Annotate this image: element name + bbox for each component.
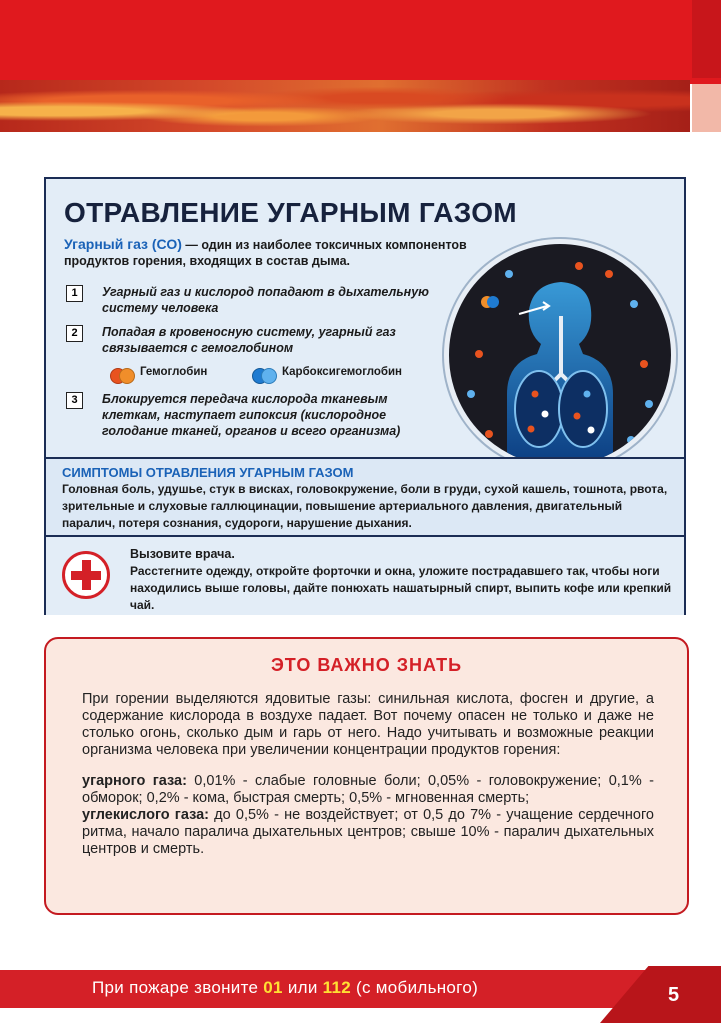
fire-image-strip: [0, 80, 690, 132]
red-cross-icon: [62, 551, 110, 599]
step-text: Блокируется передача кислорода тканевым клеткам, наступает гипоксия (кислородное голодание тканей, органов и всего организма): [102, 392, 401, 438]
footer-suffix: (с мобильного): [350, 978, 479, 997]
page-footer: [0, 966, 721, 1023]
first-aid-title: Вызовите врача.: [130, 547, 235, 561]
co-poisoning-infobox: [44, 177, 686, 615]
symptoms-text: Головная боль, удушье, стук в висках, головокружение, боли в груди, сухой кашель, тошнота, рвота, зрительные и слуховые галлюцинации, повышение артериального давления, двигательный паралич, потеря сознания, судороги, нарушение дыхания.: [62, 482, 668, 530]
phone-number-112: 112: [322, 978, 351, 997]
step-number: 1: [66, 285, 83, 302]
red-cell-icon: [119, 368, 135, 384]
step-number: 3: [66, 392, 83, 409]
important-co-levels: [82, 773, 654, 807]
important-co2-levels: [82, 807, 654, 858]
legend-label: Гемоглобин: [140, 366, 208, 378]
important-paragraph: При горении выделяются ядовитые газы: синильная кислота, фосген и другие, а содержание кислорода в воздухе падает. Вот почему опасен не только и даже не столько огонь, сколько дым и гарь от него. Надо учитывать и возможные реакции организма человека при увеличении концентрации продуктов горения:: [82, 691, 654, 758]
symptoms-title: СИМПТОМЫ ОТРАВЛЕНИЯ УГАРНЫМ ГАЗОМ: [62, 465, 354, 480]
important-text: [82, 691, 654, 858]
important-title: ЭТО ВАЖНО ЗНАТЬ: [270, 655, 463, 675]
footer-middle: или: [282, 978, 323, 997]
first-aid-text: Расстегните одежду, откройте форточки и окна, уложите пострадавшего так, чтобы ноги находились выше головы, дайте понюхать нашатырный спирт, выпить кофе или крепкий чай.: [130, 564, 672, 612]
important-to-know-box: [44, 637, 689, 915]
top-banner: [0, 0, 721, 84]
co2-text: до 0,5% - не воздействует; от 0,5 до 7% - учащение сердечного ритма, начало паралича дыхательных центров; свыше 10% - паралич дыхательных центров и смерть.: [82, 807, 654, 857]
first-aid-section: [46, 535, 684, 615]
step-text: Попадая в кровеносную систему, угарный газ связывается с гемоглобином: [102, 325, 396, 355]
infobox-title: ОТРАВЛЕНИЕ УГАРНЫМ ГАЗОМ: [64, 197, 517, 228]
step-number: 2: [66, 325, 83, 342]
fire-strip-corner: [692, 84, 721, 132]
footer-prefix: При пожаре звоните: [92, 978, 264, 997]
intro-rest: — один из наиболее токсичных компонентов продуктов горения, входящих в состав дыма.: [64, 238, 467, 268]
top-banner-corner: [692, 0, 721, 78]
phone-number-01: 01: [263, 978, 283, 997]
lungs-figure-icon: [449, 244, 671, 466]
blue-cell-icon: [261, 368, 277, 384]
legend-label: Карбоксигемоглобин: [282, 366, 402, 378]
respiratory-illustration: [444, 239, 676, 471]
co2-label: углекислого газа:: [82, 807, 210, 823]
emergency-phone-line: [92, 978, 478, 998]
symptoms-section: [46, 457, 684, 535]
page-number: 5: [668, 984, 680, 1006]
intro-highlight: Угарный газ (СО): [64, 236, 182, 252]
infobox-intro: [64, 236, 469, 269]
co-label: угарного газа:: [82, 773, 187, 789]
step-text: Угарный газ и кислород попадают в дыхательную систему человека: [102, 285, 429, 315]
co-text: 0,01% - слабые головные боли; 0,05% - головокружение; 0,1% - обморок; 0,2% - кома, быстрая смерть; 0,5% - мгновенная смерть;: [82, 773, 654, 806]
